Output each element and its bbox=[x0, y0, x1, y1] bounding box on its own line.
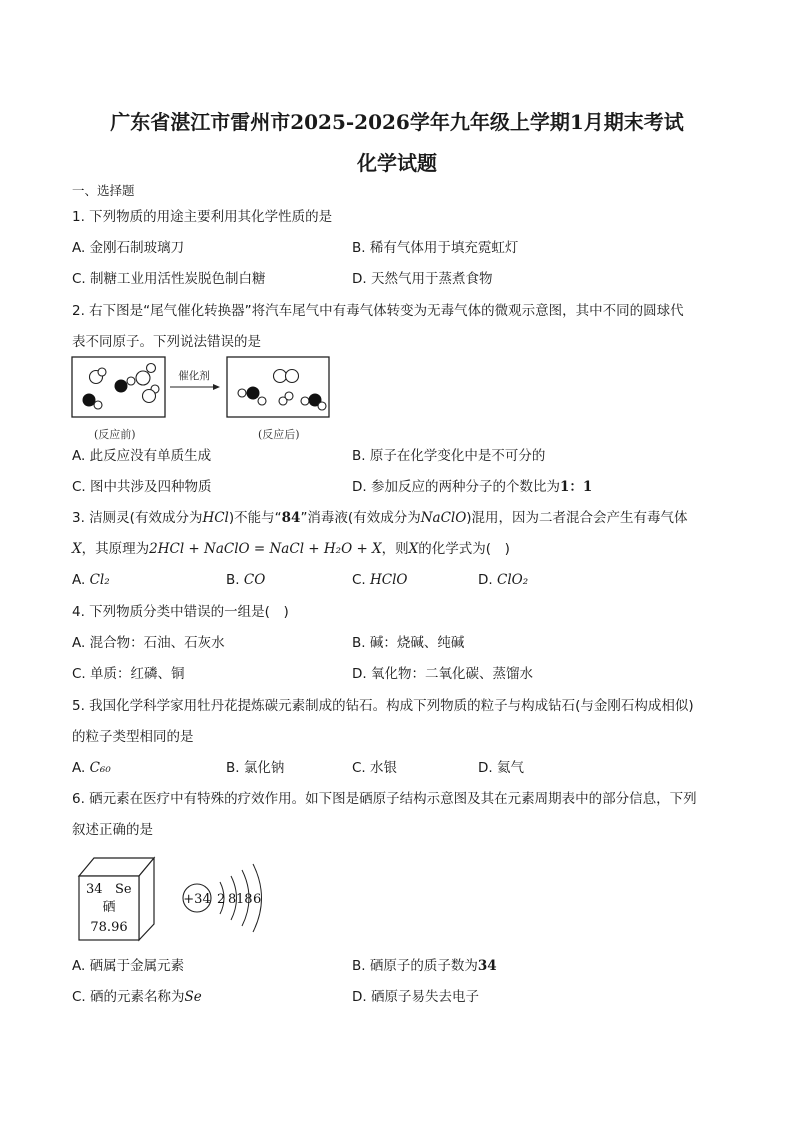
selenium-diagram bbox=[76, 852, 276, 946]
shell-electrons-4: 6 bbox=[253, 892, 262, 907]
section-heading: 一、选择题 bbox=[72, 183, 135, 198]
atom bbox=[143, 390, 156, 403]
q5-stem-line2: 的粒子类型相同的是 bbox=[72, 729, 194, 745]
q3-stem-line1: 3. 洁厕灵(有效成分为HCl)不能与“84”消毒液(有效成分为NaClO)混用，因为二者混合会产生有毒气体 bbox=[72, 510, 688, 526]
atom bbox=[274, 370, 287, 383]
q3-option-b: B. CO bbox=[226, 572, 266, 588]
q1-stem: 1. 下列物质的用途主要利用其化学性质的是 bbox=[72, 209, 333, 225]
atom bbox=[285, 392, 293, 400]
q4-option-c: C. 单质：红磷、铜 bbox=[72, 666, 185, 682]
q6-option-a: A. 硒属于金属元素 bbox=[72, 958, 185, 974]
q6-option-b: B. 硒原子的质子数为34 bbox=[352, 958, 497, 974]
q3-option-c: C. HClO bbox=[352, 572, 408, 588]
atom bbox=[286, 370, 299, 383]
q2-stem-line2: 表不同原子。下列说法错误的是 bbox=[72, 334, 261, 350]
q2-option-a: A. 此反应没有单质生成 bbox=[72, 448, 212, 464]
q3-stem-line2: X，其原理为2HCl + NaClO = NaCl + H₂O + X，则X的化学式为( ) bbox=[72, 541, 510, 557]
nucleus-charge: +34 bbox=[183, 892, 211, 907]
q1-option-c: C. 制糖工业用活性炭脱色制白糖 bbox=[72, 271, 266, 287]
atom bbox=[127, 377, 135, 385]
q4-option-a: A. 混合物：石油、石灰水 bbox=[72, 635, 225, 651]
exam-subtitle: 化学试题 bbox=[357, 151, 437, 175]
atom bbox=[136, 371, 150, 385]
atom bbox=[115, 380, 128, 393]
q1-option-b: B. 稀有气体用于填充霓虹灯 bbox=[352, 240, 519, 256]
q2-stem-line1: 2. 右下图是“尾气催化转换器”将汽车尾气中有毒气体转变为无毒气体的微观示意图，其中不同的圆球代 bbox=[72, 303, 684, 319]
after-box bbox=[227, 357, 329, 417]
atom bbox=[98, 368, 106, 376]
q6-stem-line2: 叙述正确的是 bbox=[72, 822, 153, 838]
q5-option-c: C. 水银 bbox=[352, 760, 398, 776]
q3-option-d: D. ClO₂ bbox=[478, 572, 529, 588]
q1-option-a: A. 金刚石制玻璃刀 bbox=[72, 240, 185, 256]
q4-option-b: B. 碱：烧碱、纯碱 bbox=[352, 635, 465, 651]
shell-electrons-1: 2 bbox=[217, 892, 226, 907]
q3-option-a: A. Cl₂ bbox=[72, 572, 110, 588]
catalyst-label: 催化剂 bbox=[178, 370, 210, 382]
after-caption: (反应后) bbox=[258, 428, 300, 441]
q2-option-c: C. 图中共涉及四种物质 bbox=[72, 479, 212, 495]
atom bbox=[238, 389, 246, 397]
q6-stem-line1: 6. 硒元素在医疗中有特殊的疗效作用。如下图是硒原子结构示意图及其在元素周期表中的部分信息，下列 bbox=[72, 791, 697, 807]
atom bbox=[258, 397, 266, 405]
atom bbox=[318, 402, 326, 410]
q6-option-c: C. 硒的元素名称为Se bbox=[72, 989, 202, 1005]
q1-option-d: D. 天然气用于蒸煮食物 bbox=[352, 271, 493, 287]
q4-option-d: D. 氧化物：二氧化碳、蒸馏水 bbox=[352, 666, 533, 682]
element-name: 硒 bbox=[102, 900, 116, 915]
q2-option-d: D. 参加反应的两种分子的个数比为1：1 bbox=[352, 479, 593, 495]
atom bbox=[301, 397, 309, 405]
before-caption: (反应前) bbox=[94, 428, 136, 441]
atomic-mass: 78.96 bbox=[90, 920, 128, 935]
q2-option-b: B. 原子在化学变化中是不可分的 bbox=[352, 448, 546, 464]
atomic-number: 34 bbox=[86, 882, 103, 897]
q4-stem: 4. 下列物质分类中错误的一组是( ) bbox=[72, 604, 289, 620]
q5-option-b: B. 氯化钠 bbox=[226, 760, 285, 776]
atom bbox=[247, 387, 260, 400]
exam-title: 广东省湛江市雷州市2025-2026学年九年级上学期1月期末考试 bbox=[110, 110, 684, 134]
atom bbox=[94, 401, 102, 409]
element-symbol: Se bbox=[115, 882, 132, 897]
q5-option-a: A. C₆₀ bbox=[72, 760, 111, 776]
q5-stem-line1: 5. 我国化学科学家用牡丹花提炼碳元素制成的钻石。构成下列物质的粒子与构成钻石(与金刚石构成相似) bbox=[72, 698, 694, 714]
shell-electrons-3: 18 bbox=[236, 892, 253, 907]
atom bbox=[147, 364, 156, 373]
q5-option-d: D. 氦气 bbox=[478, 760, 524, 776]
catalytic-converter-diagram bbox=[70, 355, 335, 421]
shell-electrons-2: 8 bbox=[228, 892, 237, 907]
q6-option-d: D. 硒原子易失去电子 bbox=[352, 989, 479, 1005]
